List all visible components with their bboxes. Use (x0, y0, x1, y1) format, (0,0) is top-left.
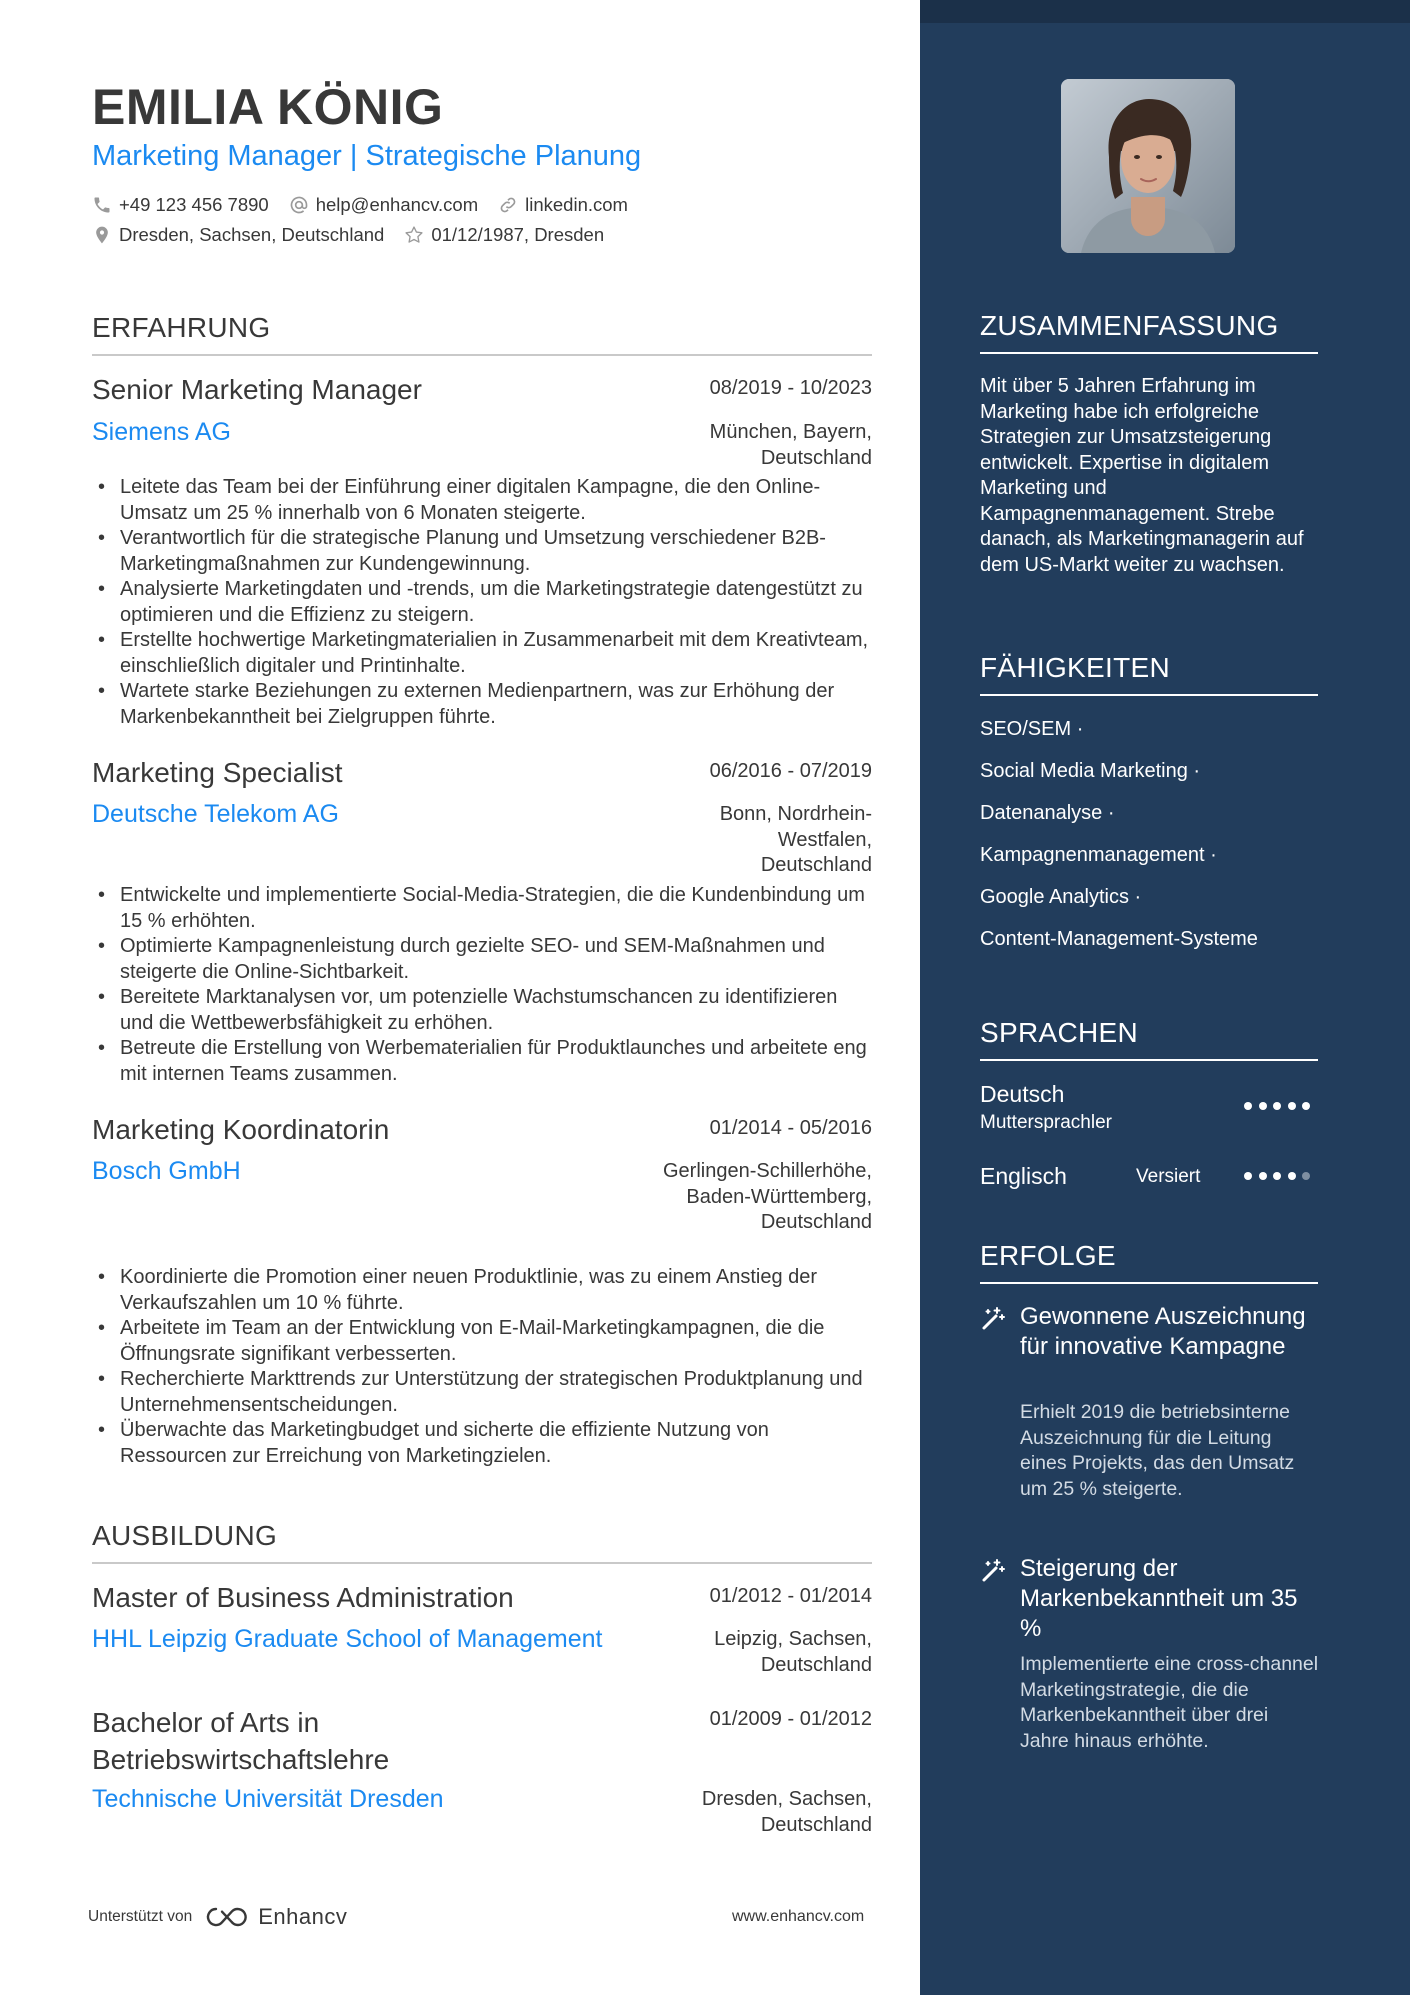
contact-row-1 (92, 194, 648, 216)
job-3-bullets (92, 1265, 872, 1469)
job-2-location: Bonn, Nordrhein-Westfalen, Deutschland (719, 803, 872, 876)
job-1-role: Senior Marketing Manager (92, 374, 422, 405)
candidate-title: Marketing Manager | Strategische Planung (92, 140, 642, 172)
skill-item: Datenanalyse · (980, 802, 1115, 824)
job-3-dates: 01/2014 - 05/2016 (709, 1117, 872, 1139)
footer-powered-by (88, 1904, 347, 1930)
achievements-heading: ERFOLGE (980, 1240, 1318, 1284)
achievement-1-desc: Erhielt 2019 die betriebsinterne Auszeichnung für die Leitung eines Projekts, das den Umsatz um 25 % steigerte. (1020, 1401, 1295, 1500)
phone-icon (92, 195, 112, 215)
job-1-dates: 08/2019 - 10/2023 (709, 377, 872, 399)
rating-dot-filled (1244, 1102, 1252, 1110)
edu-2-degree: Bachelor of Arts in Betriebswirtschaftslehre (92, 1707, 390, 1775)
job-2-bullets (92, 883, 872, 1087)
language-1-rating (1244, 1102, 1317, 1110)
phone-text: +49 123 456 7890 (119, 194, 269, 215)
skill-item: Kampagnenmanagement · (980, 844, 1217, 866)
bullet: • Entwickelte und implementierte Social-Media-Strategien, die die Kundenbindung um 15 % erhöhten. (92, 883, 872, 934)
linkedin-contact[interactable] (498, 194, 628, 216)
enhancv-brand: Enhancv (258, 1904, 348, 1929)
rating-dot-empty (1302, 1172, 1310, 1180)
link-icon (498, 195, 518, 215)
profile-photo-image (1061, 79, 1235, 253)
birth-text: 01/12/1987, Dresden (431, 224, 605, 245)
job-2-dates: 06/2016 - 07/2019 (709, 760, 872, 782)
candidate-name: EMILIA KÖNIG (92, 79, 444, 135)
bullet: • Wartete starke Beziehungen zu externen Medienpartnern, was zur Erhöhung der Markenbekanntheit bei Zielgruppen führte. (92, 679, 872, 730)
rating-dot-filled (1244, 1172, 1252, 1180)
languages-heading: SPRACHEN (980, 1017, 1318, 1061)
skill-item: Content-Management-Systeme (980, 928, 1258, 950)
achievement-2-title: Steigerung der Markenbekanntheit um 35 % (1020, 1555, 1298, 1642)
job-3-role: Marketing Koordinatorin (92, 1114, 390, 1145)
location-pin-icon (92, 225, 112, 245)
birth-contact (404, 224, 604, 246)
location-text: Dresden, Sachsen, Deutschland (119, 224, 385, 245)
language-1-name: Deutsch (980, 1081, 1065, 1107)
edu-1-dates: 01/2012 - 01/2014 (709, 1585, 872, 1607)
job-3-location: Gerlingen-Schillerhöhe, Baden-Württemberg, Deutschland (662, 1160, 872, 1233)
rating-dot-filled (1273, 1172, 1281, 1180)
summary-text: Mit über 5 Jahren Erfahrung im Marketing habe ich erfolgreiche Strategien zur Umsatzsteigerung entwickelt. Expertise in digitalem Marketing und Kampagnenmanagement. Strebe danach, als Marketingmanagerin auf dem US-Markt weiter zu wachsen. (980, 375, 1304, 576)
rating-dot-filled (1259, 1172, 1267, 1180)
magic-wand-icon (980, 1306, 1006, 1332)
bullet: • Recherchierte Markttrends zur Unterstützung der strategischen Produktplanung und Unternehmensentscheidungen. (92, 1367, 872, 1418)
language-2-rating (1244, 1172, 1317, 1180)
phone-contact (92, 194, 269, 216)
skill-item: SEO/SEM · (980, 718, 1084, 740)
at-icon (289, 195, 309, 215)
rating-dot-filled (1302, 1102, 1310, 1110)
bullet: • Analysierte Marketingdaten und -trends, um die Marketingstrategie datengestützt zu optimieren und die Effizienz zu steigern. (92, 577, 872, 628)
footer-url[interactable]: www.enhancv.com (732, 1908, 865, 1925)
bullet: • Erstellte hochwertige Marketingmaterialien in Zusammenarbeit mit dem Kreativteam, einschließlich digitaler und Printinhalte. (92, 628, 872, 679)
edu-1-school: HHL Leipzig Graduate School of Management (92, 1625, 603, 1653)
job-3-company: Bosch GmbH (92, 1157, 241, 1185)
enhancv-logo-icon (204, 1905, 250, 1929)
bullet: • Leitete das Team bei der Einführung einer digitalen Kampagne, die den Online-Umsatz um 25 % innerhalb von 6 Monaten steigerte. (92, 475, 872, 526)
sidebar-top-band (920, 0, 1410, 23)
job-1-bullets (92, 475, 872, 730)
email-contact[interactable] (289, 194, 478, 216)
contact-row-2 (92, 224, 624, 246)
magic-wand-icon (980, 1558, 1006, 1584)
bullet: • Bereitete Marktanalysen vor, um potenzielle Wachstumschancen zu identifizieren und die Wettbewerbsfähigkeit zu erhöhen. (92, 985, 872, 1036)
achievement-2-desc: Implementierte eine cross-channel Marketingstrategie, die die Markenbekanntheit über drei Jahre hinaus erhöhte. (1020, 1653, 1319, 1752)
language-2-name: Englisch (980, 1163, 1067, 1189)
bullet: • Optimierte Kampagnenleistung durch gezielte SEO- und SEM-Maßnahmen und steigerte die Online-Sichtbarkeit. (92, 934, 872, 985)
rating-dot-filled (1288, 1102, 1296, 1110)
skill-item: Google Analytics · (980, 886, 1142, 908)
job-1-company: Siemens AG (92, 418, 231, 446)
rating-dot-filled (1273, 1102, 1281, 1110)
edu-1-location: Leipzig, Sachsen, Deutschland (714, 1628, 872, 1676)
edu-1-degree: Master of Business Administration (92, 1582, 514, 1613)
profile-photo (1061, 79, 1235, 253)
job-2-company: Deutsche Telekom AG (92, 800, 339, 828)
powered-by-text: Unterstützt von (88, 1908, 193, 1925)
sidebar (920, 0, 1410, 1995)
edu-2-dates: 01/2009 - 01/2012 (709, 1708, 872, 1730)
job-1-location: München, Bayern, Deutschland (709, 421, 872, 469)
bullet: • Verantwortlich für die strategische Planung und Umsetzung verschiedener B2B-Marketingmaßnahmen zur Kundengewinnung. (92, 526, 872, 577)
bullet: • Betreute die Erstellung von Werbematerialien für Produktlaunches und arbeitete eng mit internen Teams zusammen. (92, 1036, 872, 1087)
summary-heading: ZUSAMMENFASSUNG (980, 310, 1318, 354)
star-icon (404, 225, 424, 245)
location-contact (92, 224, 384, 246)
bullet: • Arbeitete im Team an der Entwicklung von E-Mail-Marketingkampagnen, die die Öffnungsrate signifikant verbesserten. (92, 1316, 872, 1367)
bullet: • Überwachte das Marketingbudget und sicherte die effiziente Nutzung von Ressourcen zur Erreichung von Marketingzielen. (92, 1418, 872, 1469)
skills-heading: FÄHIGKEITEN (980, 652, 1318, 696)
linkedin-text[interactable]: linkedin.com (525, 194, 628, 215)
education-heading: AUSBILDUNG (92, 1520, 872, 1564)
skill-item: Social Media Marketing · (980, 760, 1201, 782)
experience-heading: ERFAHRUNG (92, 312, 872, 356)
email-text[interactable]: help@enhancv.com (315, 194, 479, 215)
achievement-1-title: Gewonnene Auszeichnung für innovative Kampagne (1020, 1303, 1306, 1360)
language-1-level: Muttersprachler (980, 1112, 1112, 1133)
bullet: • Koordinierte die Promotion einer neuen Produktlinie, was zu einem Anstieg der Verkaufszahlen um 10 % führte. (92, 1265, 872, 1316)
edu-2-school: Technische Universität Dresden (92, 1785, 444, 1813)
rating-dot-filled (1259, 1102, 1267, 1110)
job-2-role: Marketing Specialist (92, 757, 343, 788)
rating-dot-filled (1288, 1172, 1296, 1180)
language-2-level: Versiert (1136, 1166, 1201, 1187)
edu-2-location: Dresden, Sachsen, Deutschland (701, 1788, 872, 1836)
